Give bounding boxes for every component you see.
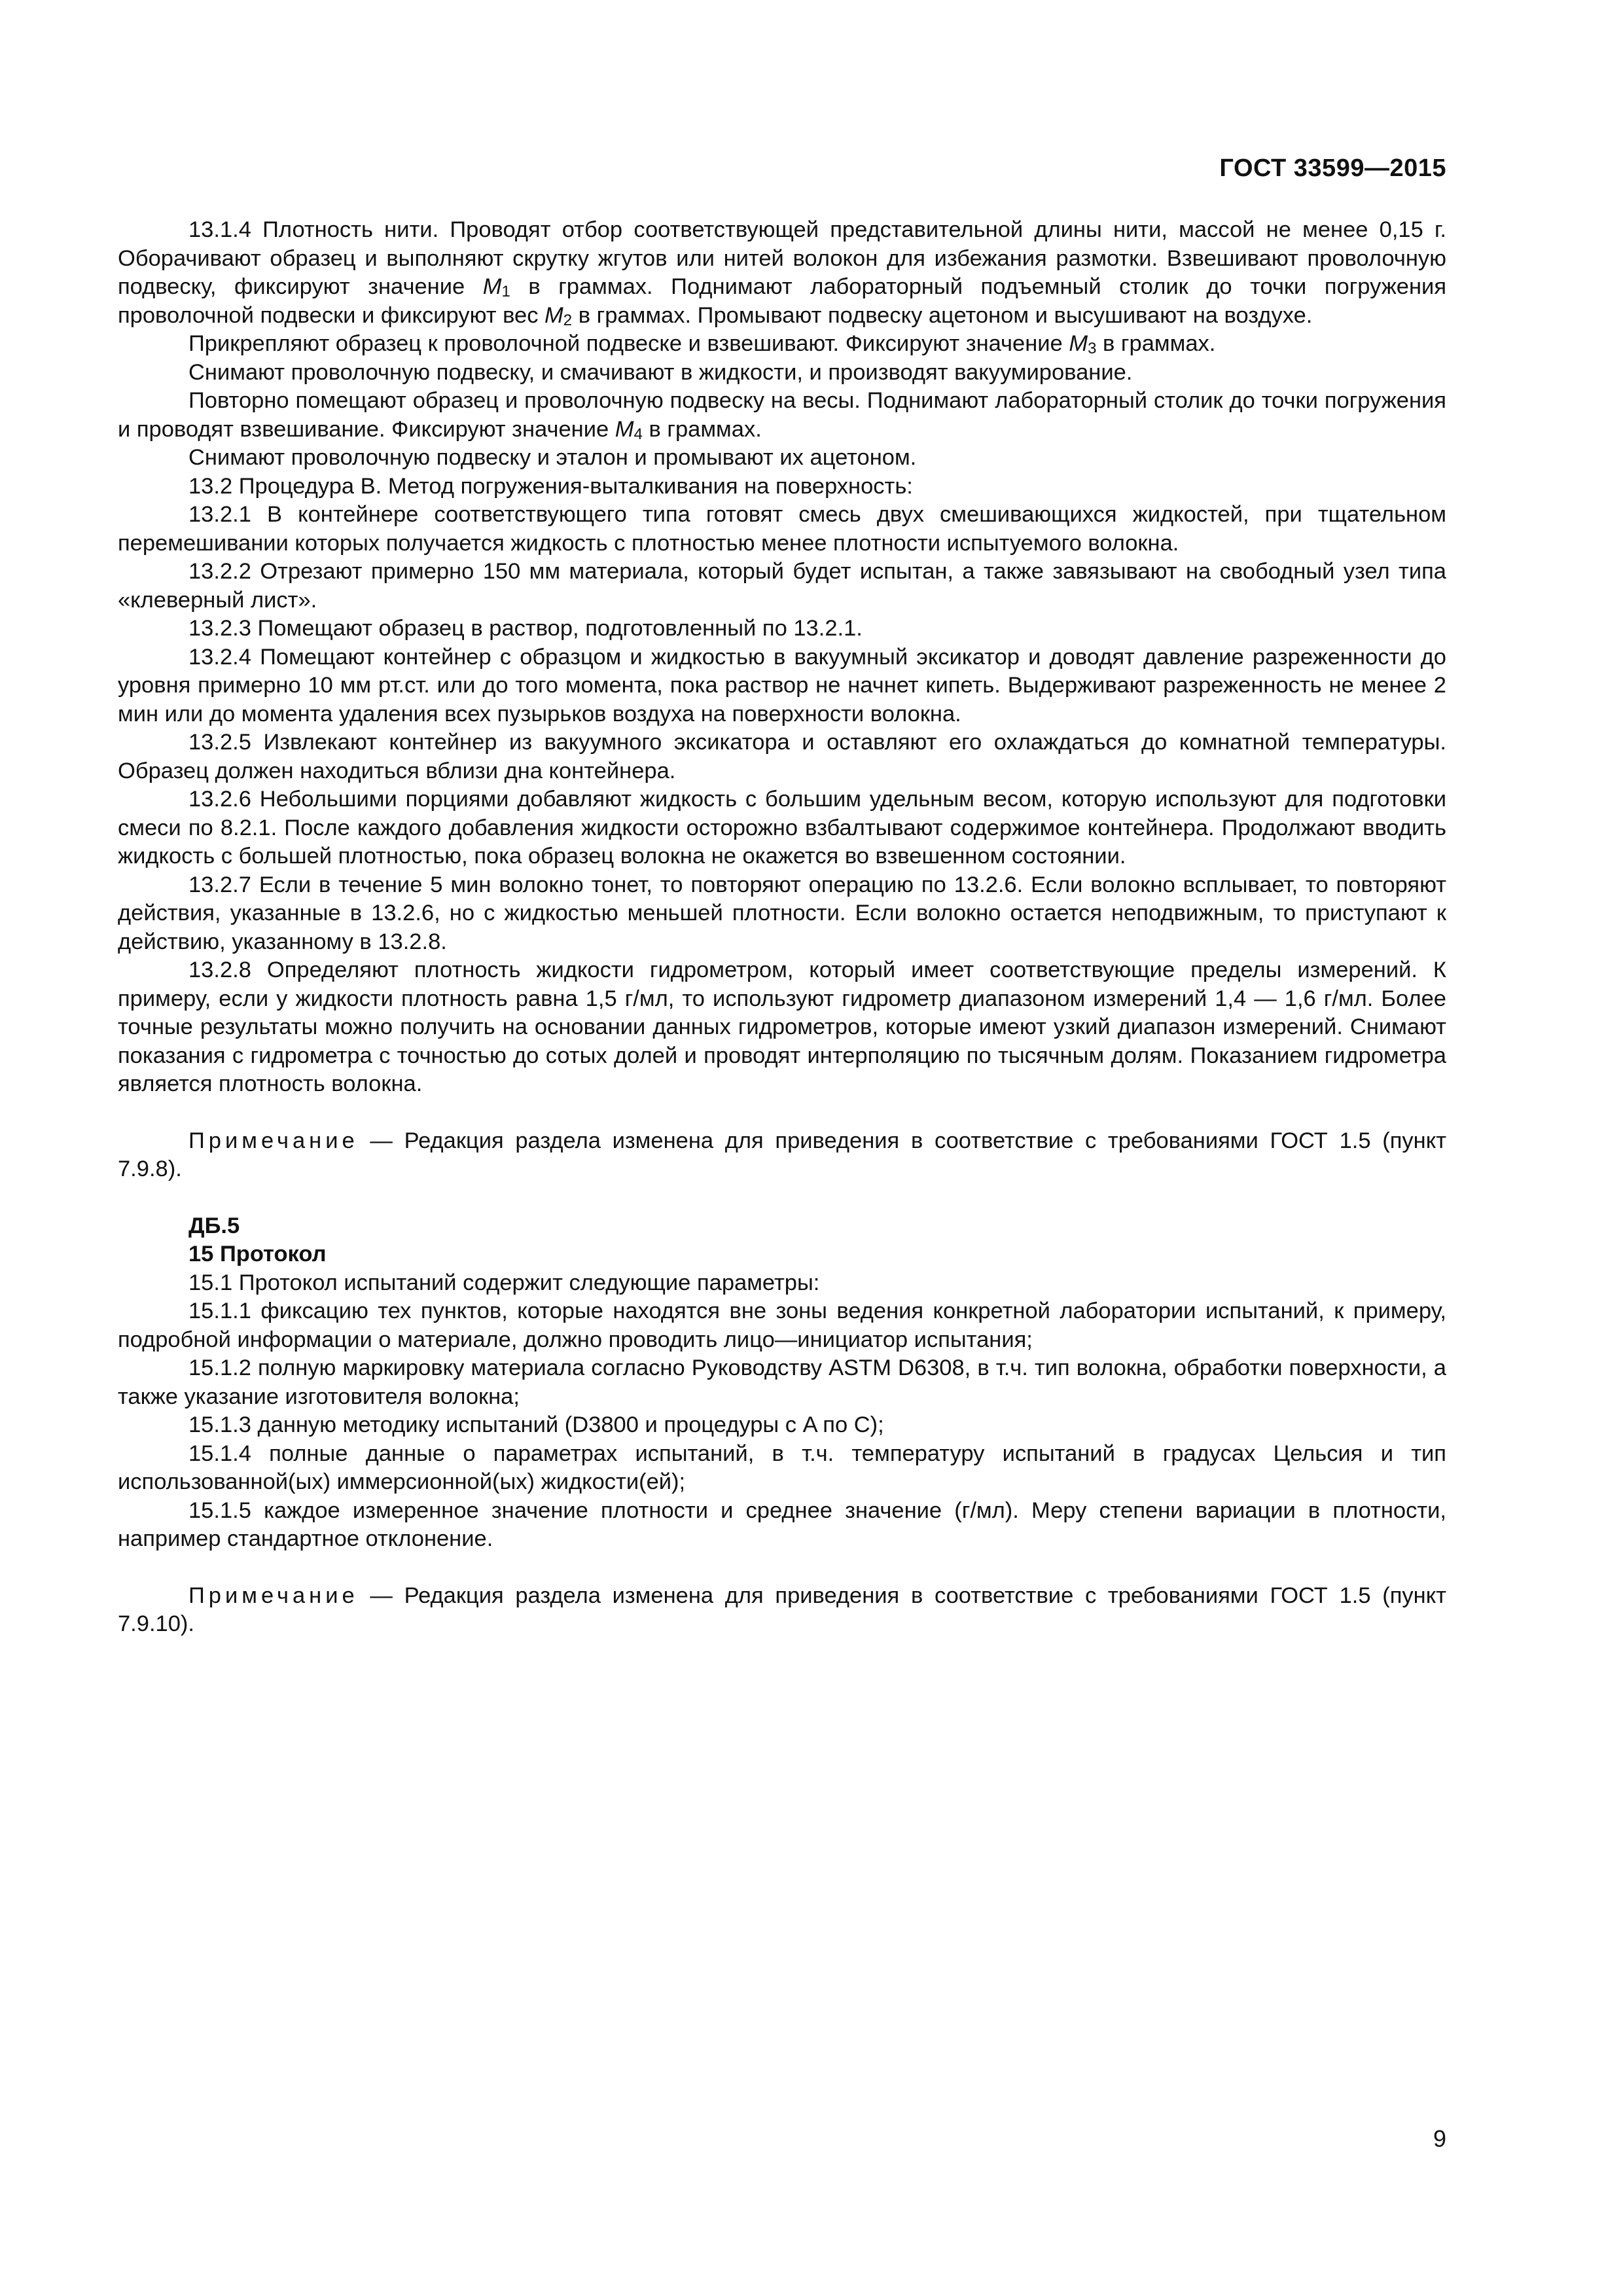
document-body bbox=[118, 216, 1446, 1639]
paragraph-13-2-4: 13.2.4 Помещают контейнер с образцом и жидкостью в вакуумный эксикатор и доводят давление разреженности до уровня примерно 10 мм рт.ст. или до того момента, пока раствор не начнет кипеть. Выдерживают разреженность не менее 2 мин или до момента удаления всех пузырьков воздуха на поверхности волокна. bbox=[118, 644, 1446, 726]
paragraph-attach-sample: Прикрепляют образец к проволочной подвеске и взвешивают. Фиксируют значение $M_3$ в граммах. bbox=[188, 331, 1216, 357]
appendix-label: ДБ.5 bbox=[188, 1213, 240, 1238]
paragraph-13-2-3: 13.2.3 Помещают образец в раствор, подготовленный по 13.2.1. bbox=[188, 616, 863, 641]
paragraph-13-2-2: 13.2.2 Отрезают примерно 150 мм материала, который будет испытан, а также завязывают на свободный узел типа «клеверный лист». bbox=[118, 559, 1446, 613]
page-number: 9 bbox=[1433, 2125, 1446, 2152]
paragraph-13-2-7: 13.2.7 Если в течение 5 мин волокно тонет, то повторяют операцию по 13.2.6. Если волокно всплывает, то повторяют действия, указанные в 13.2.6, но с жидкостью меньшей плотности. Если волокно остается неподвижным, то приступают к действию, указанному в 13.2.8. bbox=[118, 872, 1446, 954]
paragraph-15-1: 15.1 Протокол испытаний содержит следующие параметры: bbox=[188, 1270, 820, 1295]
standard-code-header: ГОСТ 33599—2015 bbox=[1219, 154, 1446, 182]
paragraph-wash: Снимают проволочную подвеску и эталон и промывают их ацетоном. bbox=[188, 445, 917, 470]
paragraph-13-2-1: 13.2.1 В контейнере соответствующего типа готовят смесь двух смешивающихся жидкостей, при тщательном перемешивании которых получается жидкость с плотностью менее плотности испытуемого волокна. bbox=[118, 502, 1446, 556]
paragraph-13-2-6: 13.2.6 Небольшими порциями добавляют жидкость с большим удельным весом, которую используют для подготовки смеси по 8.2.1. После каждого добавления жидкости осторожно взбалтывают содержимое контейнера. Продолжают вводить жидкость с большей плотностью, пока образец волокна не окажется во взвешенном состоянии. bbox=[118, 787, 1446, 869]
note-13: Примечание — Редакция раздела изменена для приведения в соответствие с требованиями ГОСТ 1.5 (пункт 7.9.8). bbox=[118, 1128, 1446, 1181]
paragraph-15-1-2: 15.1.2 полную маркировку материала согласно Руководству ASTM D6308, в т.ч. тип волокна, обработки поверхности, а также указание изготовителя волокна; bbox=[118, 1355, 1446, 1409]
spacer bbox=[118, 1099, 1446, 1127]
paragraph-13-1-4: 13.1.4 Плотность нити. Проводят отбор соответствующей представительной длины нити, массой не менее 0,15 г. Оборачивают образец и выполняют скрутку жгутов или нитей волокон для избежания размотки. Взвешивают проволочную подвеску, фиксируют значение $M_1$ в граммах. Поднимают лабораторный подъемный столик до точки погружения проволочной подвески и фиксируют вес $M_2$ в граммах. Промывают подвеску ацетоном и высушивают на воздухе. bbox=[118, 217, 1447, 329]
note-label: Примечание bbox=[188, 1583, 359, 1608]
note-label: Примечание bbox=[188, 1128, 359, 1153]
paragraph-15-1-3: 15.1.3 данную методику испытаний (D3800 и процедуры с A по C); bbox=[188, 1412, 884, 1437]
spacer bbox=[118, 1184, 1446, 1212]
paragraph-reweigh: Повторно помещают образец и проволочную подвеску на весы. Поднимают лабораторный столик до точки погружения и проводят взвешивание. Фиксируют значение $M_4$ в граммах. bbox=[118, 388, 1446, 443]
paragraph-15-1-4: 15.1.4 полные данные о параметрах испытаний, в т.ч. температуру испытаний в градусах Цельсия и тип использованной(ых) иммерсионной(ых) жидкости(ей); bbox=[118, 1441, 1446, 1494]
paragraph-15-1-5: 15.1.5 каждое измеренное значение плотности и среднее значение (г/мл). Меру степени вариации в плотности, например стандартное отклонение. bbox=[118, 1498, 1446, 1551]
note-15: Примечание — Редакция раздела изменена для приведения в соответствие с требованиями ГОСТ 1.5 (пункт 7.9.10). bbox=[118, 1583, 1446, 1636]
paragraph-13-2-5: 13.2.5 Извлекают контейнер из вакуумного эксикатора и оставляют его охлаждаться до комнатной температуры. Образец должен находиться вблизи дна контейнера. bbox=[118, 730, 1446, 783]
paragraph-remove-suspension: Снимают проволочную подвеску, и смачивают в жидкости, и производят вакуумирование. bbox=[188, 359, 1133, 385]
spacer bbox=[118, 1554, 1446, 1582]
section-heading-protocol: 15 Протокол bbox=[188, 1242, 327, 1266]
paragraph-13-2-8: 13.2.8 Определяют плотность жидкости гидрометром, который имеет соответствующие пределы измерений. К примеру, если у жидкости плотность равна 1,5 г/мл, то используют гидрометр диапазоном измерений 1,4 — 1,6 г/мл. Более точные результаты можно получить на основании данных гидрометров, которые имеют узкий диапазон измерений. Снимают показания с гидрометра с точностью до сотых долей и проводят интерполяцию по тысячным долям. Показанием гидрометра является плотность волокна. bbox=[118, 958, 1446, 1096]
paragraph-13-2: 13.2 Процедура B. Метод погружения-выталкивания на поверхность: bbox=[188, 473, 913, 499]
paragraph-15-1-1: 15.1.1 фиксацию тех пунктов, которые находятся вне зоны ведения конкретной лаборатории испытаний, к примеру, подробной информации о материале, должно проводить лицо—инициатор испытания; bbox=[118, 1299, 1446, 1352]
